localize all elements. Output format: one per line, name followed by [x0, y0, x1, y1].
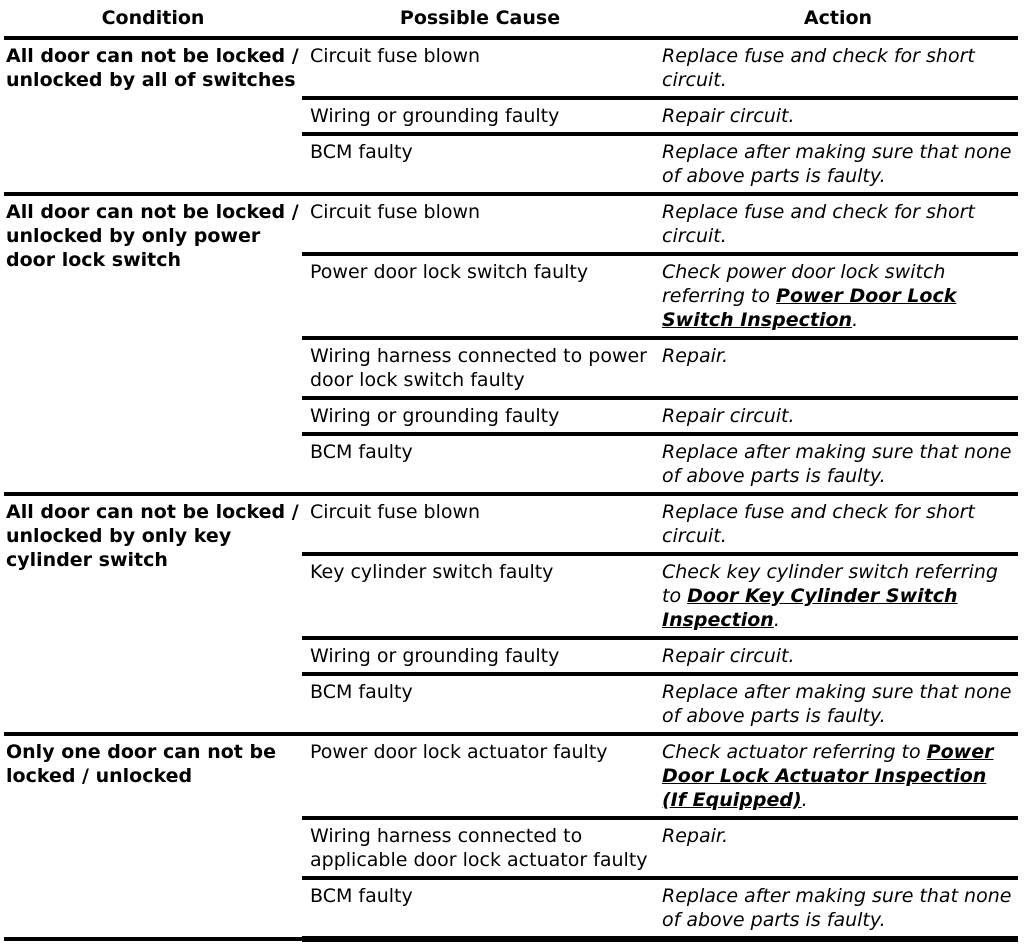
table-body [4, 38, 1018, 939]
header-cause: Possible Cause [304, 0, 656, 38]
action-cell [656, 38, 1018, 98]
condition-cell: Only one door can not be locked / unlocked [4, 734, 304, 939]
action-cell [656, 734, 1018, 818]
condition-cell: All door can not be locked / unlocked by only key cylinder switch [4, 494, 304, 734]
header-row [4, 0, 1018, 38]
action-cell [656, 554, 1018, 638]
action-text: Replace fuse and check for short circuit. [662, 501, 975, 547]
action-text: Repair circuit. [662, 645, 795, 667]
action-suffix: . [773, 609, 780, 631]
inspection-link[interactable]: Power Door Lock Actuator Inspection (If Equipped) [662, 741, 994, 811]
action-text: Replace after making sure that none of above parts is faulty. [662, 681, 1012, 727]
action-text: Repair. [662, 345, 728, 367]
condition-cell: All door can not be locked / unlocked by only power door lock switch [4, 194, 304, 494]
cause-cell: Circuit fuse blown [304, 38, 656, 98]
action-text: Replace fuse and check for short circuit. [662, 45, 975, 91]
action-suffix: . [801, 789, 808, 811]
action-cell [656, 674, 1018, 734]
action-cell [656, 254, 1018, 338]
cause-cell: Wiring or grounding faulty [304, 398, 656, 434]
action-cell [656, 494, 1018, 554]
action-cell [656, 98, 1018, 134]
inspection-link[interactable]: Door Key Cylinder Switch Inspection [662, 585, 958, 631]
action-text: Repair circuit. [662, 405, 795, 427]
action-text: Check actuator referring to [662, 741, 927, 763]
cause-cell: Power door lock actuator faulty [304, 734, 656, 818]
action-suffix: . [852, 309, 859, 331]
action-cell [656, 194, 1018, 254]
cause-cell: Wiring or grounding faulty [304, 638, 656, 674]
cause-cell: Wiring harness connected to power door lock switch faulty [304, 338, 656, 398]
action-cell [656, 398, 1018, 434]
header-action: Action [656, 0, 1018, 38]
table-row [4, 194, 1018, 254]
action-text: Check key cylinder switch referring to [662, 561, 998, 607]
header-condition: Condition [4, 0, 304, 38]
action-cell [656, 338, 1018, 398]
table-row [4, 734, 1018, 818]
action-text: Replace after making sure that none of above parts is faulty. [662, 885, 1012, 931]
action-cell [656, 878, 1018, 939]
action-cell [656, 134, 1018, 194]
cause-cell: Key cylinder switch faulty [304, 554, 656, 638]
inspection-link[interactable]: Power Door Lock Switch Inspection [662, 285, 957, 331]
action-text: Replace after making sure that none of above parts is faulty. [662, 141, 1012, 187]
action-text: Replace after making sure that none of above parts is faulty. [662, 441, 1012, 487]
action-cell [656, 638, 1018, 674]
cause-cell: Wiring harness connected to applicable door lock actuator faulty [304, 818, 656, 878]
action-text: Check power door lock switch referring to [662, 261, 946, 307]
cause-cell: Power door lock switch faulty [304, 254, 656, 338]
cause-cell: BCM faulty [304, 434, 656, 494]
cause-cell: Circuit fuse blown [304, 194, 656, 254]
action-cell [656, 434, 1018, 494]
cause-cell: Wiring or grounding faulty [304, 98, 656, 134]
action-text: Repair circuit. [662, 105, 795, 127]
cause-cell: BCM faulty [304, 878, 656, 939]
condition-cell: All door can not be locked / unlocked by all of switches [4, 38, 304, 194]
cause-cell: Circuit fuse blown [304, 494, 656, 554]
table-row [4, 494, 1018, 554]
action-cell [656, 818, 1018, 878]
cause-cell: BCM faulty [304, 674, 656, 734]
action-text: Repair. [662, 825, 728, 847]
table-row [4, 38, 1018, 98]
troubleshooting-table [4, 0, 1018, 942]
action-text: Replace fuse and check for short circuit. [662, 201, 975, 247]
cause-cell: BCM faulty [304, 134, 656, 194]
